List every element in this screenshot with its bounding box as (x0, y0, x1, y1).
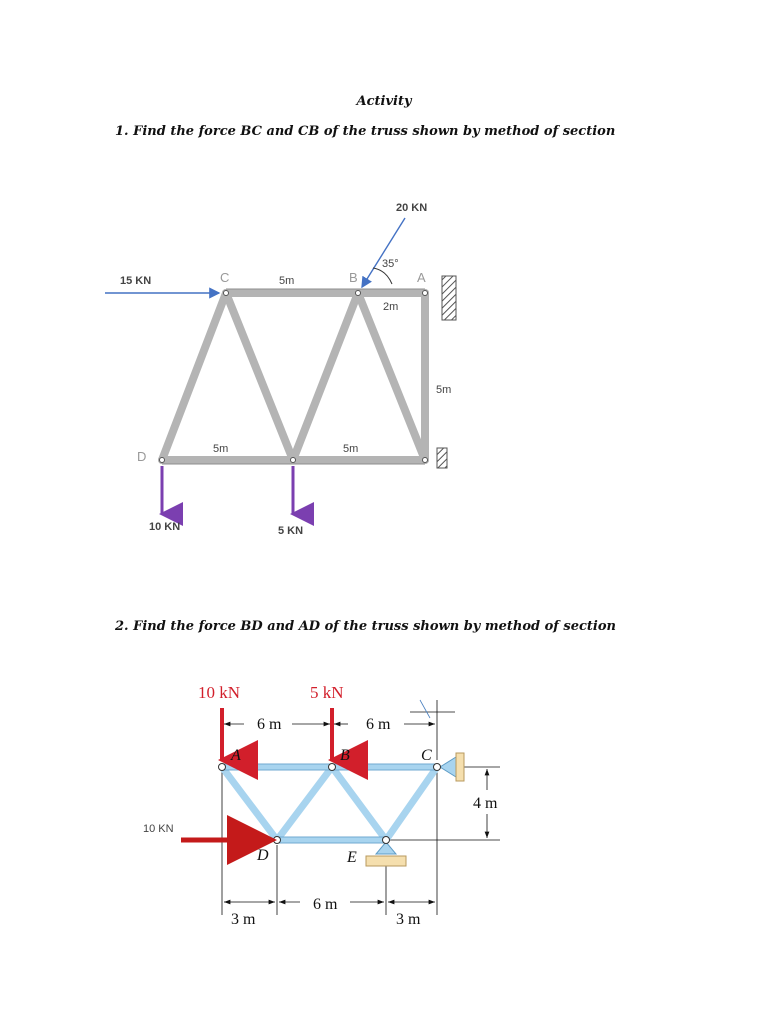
joint-a (219, 764, 226, 771)
joint-c (224, 291, 229, 296)
dim-bottom-left: 3 m (231, 911, 256, 928)
dim-bottom-right: 3 m (396, 911, 421, 928)
dim-top-right: 6 m (366, 716, 391, 733)
dim-short: 2m (383, 301, 399, 313)
joint-b (329, 764, 336, 771)
truss-figure-2 (0, 670, 768, 950)
dim-top: 5m (279, 275, 295, 287)
dim-top-left: 6 m (257, 716, 282, 733)
node-label-d: D (257, 847, 269, 864)
load-label-5kn: 5 KN (278, 525, 304, 537)
ground-e (366, 856, 406, 866)
dim-bottom-mid: 6 m (313, 896, 338, 913)
wall-support-a (442, 276, 456, 320)
load-label-15kn: 15 KN (120, 275, 152, 287)
wall-support-c (456, 753, 464, 781)
dim-bottom-left: 5m (213, 443, 229, 455)
load-label-a: 10 kN (198, 683, 241, 702)
dim-vertical: 5m (436, 384, 452, 396)
joint-e (383, 837, 390, 844)
node-label-b: B (349, 270, 358, 285)
joint-mid-bottom (291, 458, 296, 463)
node-label-e: E (347, 849, 357, 866)
dim-height: 4 m (473, 795, 498, 812)
question-2: 2. Find the force BD and AD of the truss shown by method of section (115, 619, 616, 634)
load-label-d: 10 KN (143, 823, 174, 835)
joint-d (274, 837, 281, 844)
angle-label: 35° (382, 258, 399, 270)
joint-bottom-right (423, 458, 428, 463)
node-label-c: C (421, 747, 432, 764)
node-label-a: A (417, 270, 426, 285)
load-label-10kn: 10 KN (149, 521, 181, 533)
node-label-a: A (231, 747, 241, 764)
joint-b (356, 291, 361, 296)
page-title: Activity (356, 94, 412, 109)
node-label-d: D (137, 449, 147, 464)
load-arrow-20kn (362, 218, 405, 287)
joint-a (423, 291, 428, 296)
roller-support (437, 448, 447, 468)
load-label-b: 5 kN (310, 683, 344, 702)
angle-arc (373, 268, 392, 284)
question-1: 1. Find the force BC and CB of the truss shown by method of section (115, 124, 616, 139)
joint-d (160, 458, 165, 463)
dim-bottom-right: 5m (343, 443, 359, 455)
joint-c (434, 764, 441, 771)
pin-support-c (440, 757, 456, 777)
load-label-20kn: 20 KN (396, 202, 428, 214)
node-label-b: B (340, 747, 350, 764)
truss-members-2 (222, 767, 437, 840)
truss-members-1 (162, 293, 425, 460)
node-label-c: C (220, 270, 230, 285)
truss-figure-1 (0, 180, 768, 560)
